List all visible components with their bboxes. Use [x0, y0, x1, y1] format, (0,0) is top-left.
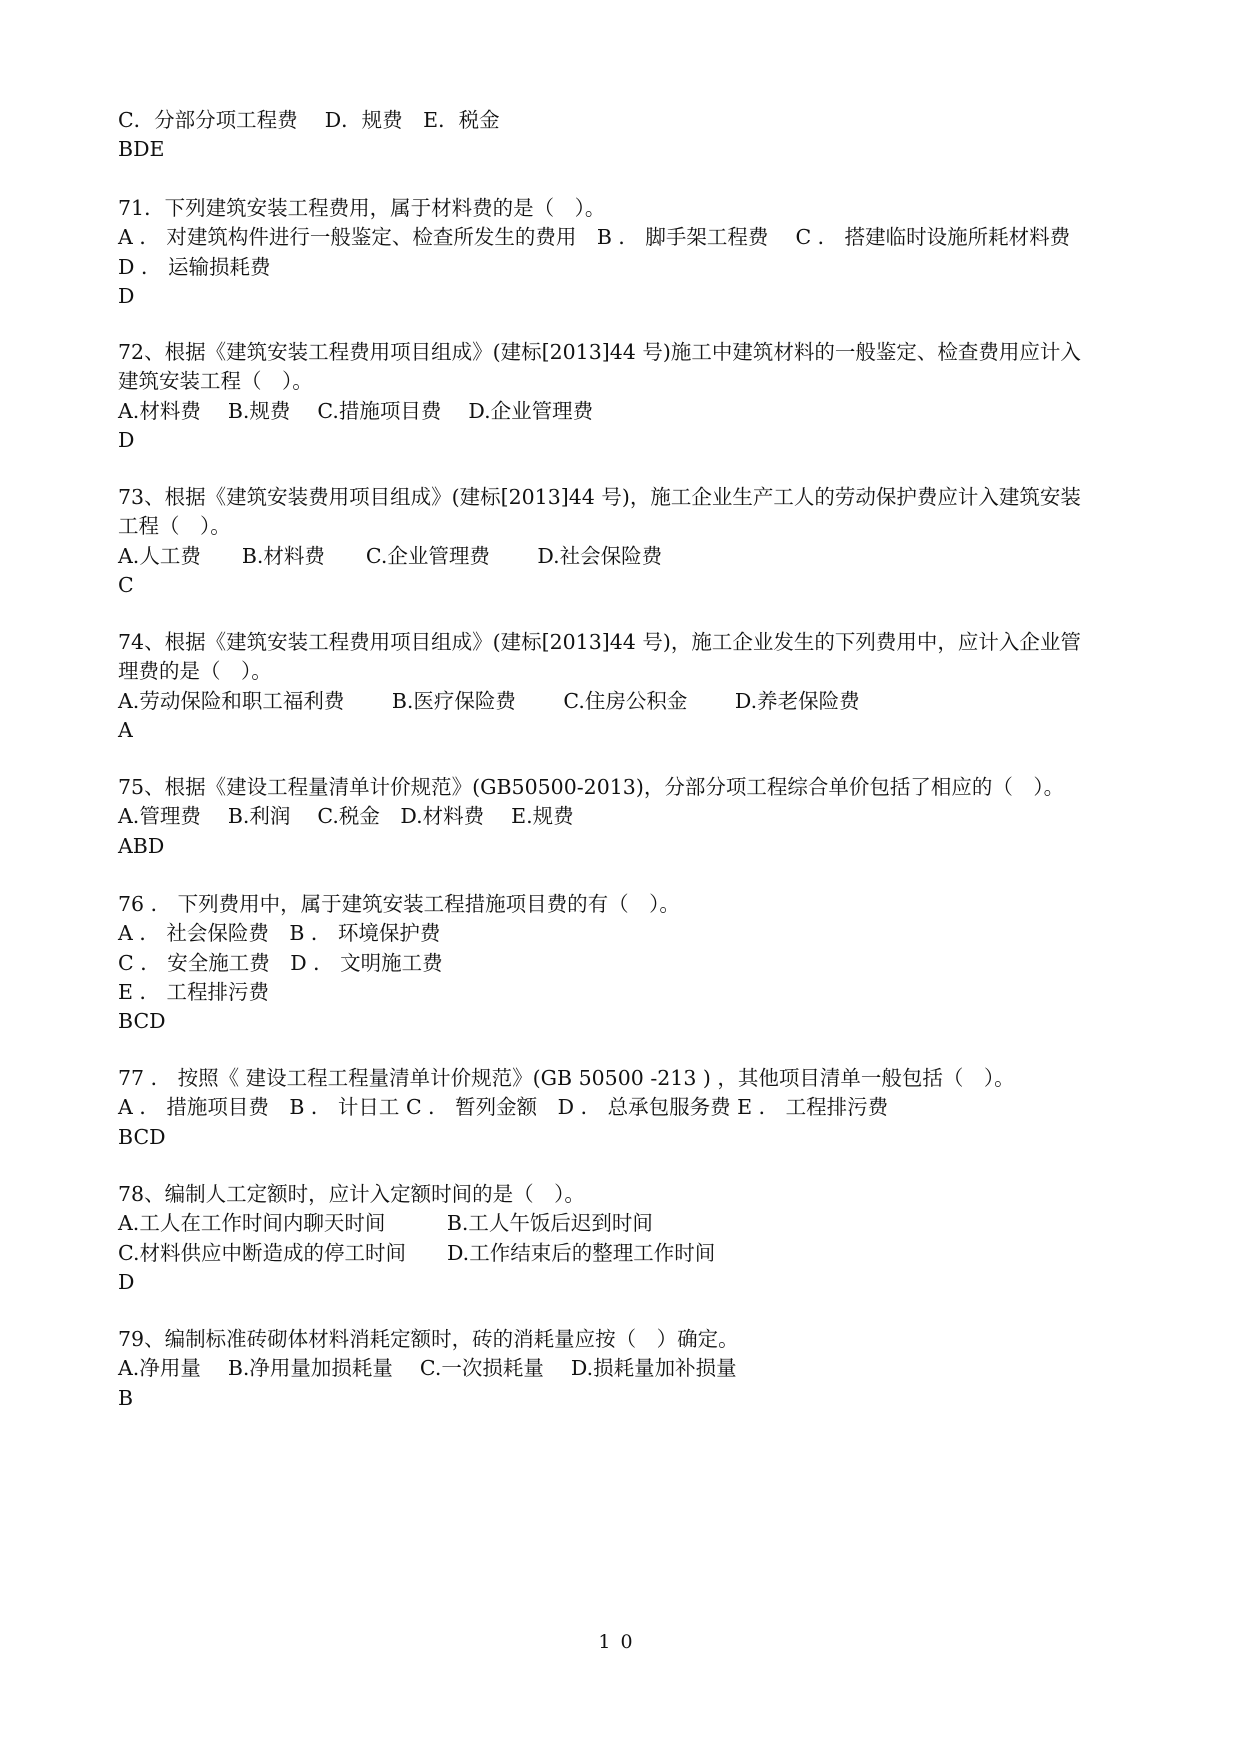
- question-text-line: 78、编制人工定额时，应计入定额时间的是（ ）。: [118, 1182, 585, 1206]
- question-text-line: C.材料供应中断造成的停工时间 D.工作结束后的整理工作时间: [118, 1240, 716, 1265]
- answer-line: D: [118, 283, 135, 308]
- question-text-line: 71．下列建筑安装工程费用，属于材料费的是（ ）。: [118, 196, 606, 220]
- answer-line: D: [118, 427, 135, 452]
- question-text-line: 74、根据《建筑安装工程费用项目组成》(建标[2013]44 号)，施工企业发生的下列费用中，应计入企业管: [118, 630, 1081, 654]
- question-text-line: A.人工费 B.材料费 C.企业管理费 D.社会保险费: [118, 543, 663, 568]
- question-text-line: D ． 运输损耗费: [118, 254, 271, 279]
- question-text-line: A.工人在工作时间内聊天时间 B.工人午饭后迟到时间: [118, 1211, 653, 1236]
- question-text-line: 建筑安装工程（ ）。: [118, 369, 313, 394]
- question-text-line: C ． 安全施工费 D ． 文明施工费: [118, 950, 443, 975]
- question-text-line: A.劳动保险和职工福利费 B.医疗保险费 C.住房公积金 D.养老保险费: [118, 688, 860, 713]
- question-text-line: 75、根据《建设工程量清单计价规范》(GB50500-2013)，分部分项工程综合单价包括了相应的（ ）。: [118, 775, 1065, 799]
- answer-line: BDE: [118, 137, 165, 162]
- question-text-line: 77 ． 按照《 建设工程工程量清单计价规范》(GB 50500 -213 ) ，其他项目清单一般包括（ ）。: [118, 1066, 1015, 1090]
- question-text-line: A ． 对建筑构件进行一般鉴定、检查所发生的费用 B ． 脚手架工程费 C ． 搭建临时设施所耗材料费: [118, 225, 1071, 250]
- question-text-line: E ． 工程排污费: [118, 979, 269, 1004]
- answer-line: BCD: [118, 1124, 166, 1149]
- question-text-line: A ． 措施项目费 B ． 计日工 C ． 暂列金额 D ． 总承包服务费 E ． 工程排污费: [118, 1095, 889, 1120]
- question-text-line: 73、根据《建筑安装费用项目组成》(建标[2013]44 号)，施工企业生产工人的劳动保护费应计入建筑安装: [118, 485, 1081, 509]
- page-number: 10: [598, 1631, 643, 1653]
- question-text-line: C．分部分项工程费 D．规费 E．税金: [118, 108, 500, 132]
- question-text-line: A.管理费 B.利润 C.税金 D.材料费 E.规费: [118, 804, 574, 829]
- question-text-line: A.净用量 B.净用量加损耗量 C.一次损耗量 D.损耗量加补损量: [118, 1356, 737, 1381]
- answer-line: ABD: [118, 833, 165, 858]
- question-text-line: A.材料费 B.规费 C.措施项目费 D.企业管理费: [118, 398, 594, 423]
- question-text-line: 76 ． 下列费用中，属于建筑安装工程措施项目费的有（ ）。: [118, 892, 680, 916]
- answer-line: BCD: [118, 1009, 166, 1034]
- question-text-line: 79、编制标准砖砌体材料消耗定额时，砖的消耗量应按（ ）确定。: [118, 1327, 739, 1351]
- question-text-line: 理费的是（ ）。: [118, 659, 272, 684]
- question-text-line: A ． 社会保险费 B ． 环境保护费: [118, 921, 441, 946]
- answer-line: C: [118, 572, 134, 597]
- question-text-line: 工程（ ）。: [118, 514, 231, 539]
- question-text-line: 72、根据《建筑安装工程费用项目组成》(建标[2013]44 号)施工中建筑材料的一般鉴定、检查费用应计入: [118, 340, 1081, 364]
- answer-line: A: [118, 717, 133, 742]
- answer-line: B: [118, 1385, 134, 1410]
- answer-line: D: [118, 1269, 135, 1294]
